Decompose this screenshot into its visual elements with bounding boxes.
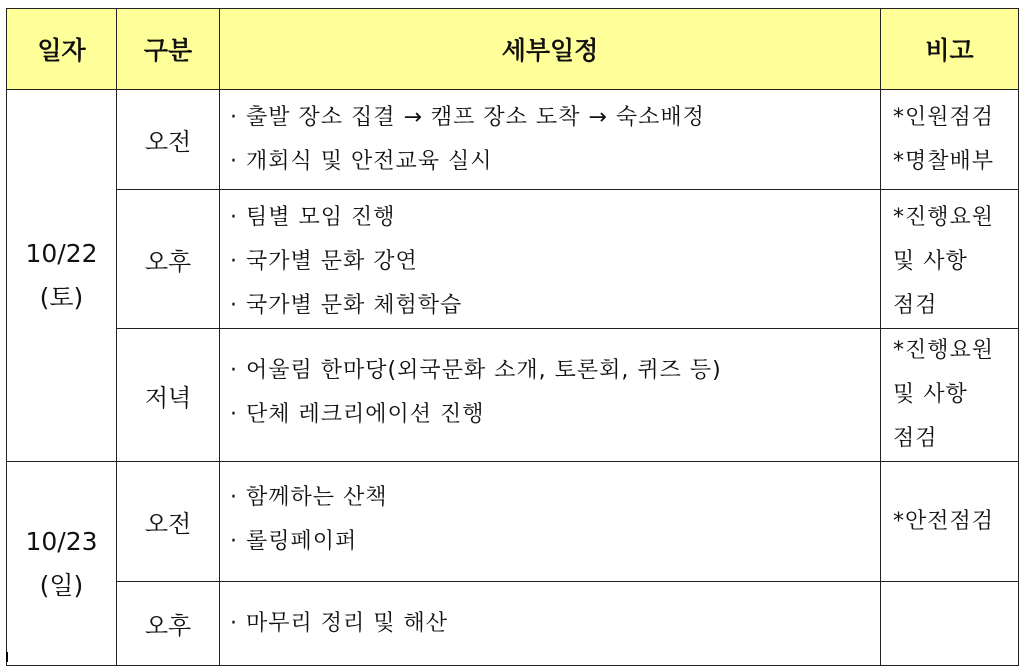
date-cell-day1 [7, 90, 117, 462]
header-date: 일자 [7, 9, 117, 90]
bullet: · [230, 205, 238, 230]
session-details [220, 582, 881, 666]
bullet: · [230, 105, 238, 130]
session-details [220, 90, 881, 190]
session-details [220, 329, 881, 462]
detail-text: 개회식 및 안전교육 실시 [246, 149, 493, 174]
note-text: 및 사항 [893, 249, 968, 274]
table-row [7, 190, 1019, 329]
detail-text: 어울림 한마당(외국문화 소개, 토론회, 퀴즈 등) [246, 358, 722, 383]
detail-item [230, 140, 880, 184]
detail-item [230, 349, 880, 393]
detail-item [230, 240, 880, 284]
date-text: 10/22 [25, 238, 98, 268]
session-note [881, 190, 1019, 329]
detail-text: 함께하는 산책 [246, 485, 388, 510]
note-text: 점검 [893, 293, 938, 318]
date-cell-day2 [7, 462, 117, 666]
session-details [220, 462, 881, 582]
weekday-text: (토) [39, 282, 84, 312]
detail-text: 국가별 문화 체험학습 [246, 293, 463, 318]
session-type: 오후 [117, 582, 220, 666]
detail-text: 마무리 정리 및 해산 [246, 610, 448, 636]
session-type: 저녁 [117, 329, 220, 462]
detail-text: 출발 장소 집결 → 캠프 장소 도착 → 숙소배정 [246, 105, 705, 130]
session-type: 오전 [117, 462, 220, 582]
detail-item [230, 196, 880, 240]
bullet: · [230, 402, 238, 427]
table-row [7, 329, 1019, 462]
table-row [7, 462, 1019, 582]
note-text: *안전점검 [893, 508, 995, 534]
detail-item [230, 284, 880, 328]
text-cursor [6, 652, 8, 662]
detail-item [230, 96, 880, 140]
header-type: 구분 [117, 9, 220, 90]
weekday-text: (일) [39, 571, 84, 600]
detail-item [230, 476, 880, 520]
header-row [7, 9, 1019, 90]
session-type: 오전 [117, 90, 220, 190]
bullet: · [230, 293, 238, 318]
table-row [7, 582, 1019, 666]
note-text: *진행요원 [893, 338, 995, 363]
bullet: · [230, 529, 238, 554]
note-text: 및 사항 [893, 382, 968, 407]
schedule-table [6, 8, 1019, 666]
table-row [7, 90, 1019, 190]
session-note [881, 329, 1019, 462]
detail-text: 롤링페이퍼 [246, 529, 358, 554]
detail-text: 단체 레크리에이션 진행 [246, 402, 485, 427]
note-text: *인원점검 [893, 105, 995, 130]
detail-text: 국가별 문화 강연 [246, 249, 418, 274]
bullet: · [230, 149, 238, 174]
note-text: *명찰배부 [893, 149, 995, 174]
header-note: 비고 [881, 9, 1019, 90]
session-note [881, 90, 1019, 190]
bullet: · [230, 358, 238, 383]
session-note-empty [881, 582, 1019, 666]
session-note [881, 462, 1019, 582]
date-text: 10/23 [25, 527, 98, 556]
bullet: · [230, 249, 238, 274]
detail-item [230, 602, 880, 646]
bullet: · [230, 610, 238, 636]
bullet: · [230, 485, 238, 510]
detail-item [230, 393, 880, 437]
session-type: 오후 [117, 190, 220, 329]
detail-item [230, 520, 880, 564]
header-details: 세부일정 [220, 9, 881, 90]
detail-text: 팀별 모임 진행 [246, 205, 396, 230]
note-text: *진행요원 [893, 205, 995, 230]
note-text: 점검 [893, 426, 938, 451]
session-details [220, 190, 881, 329]
